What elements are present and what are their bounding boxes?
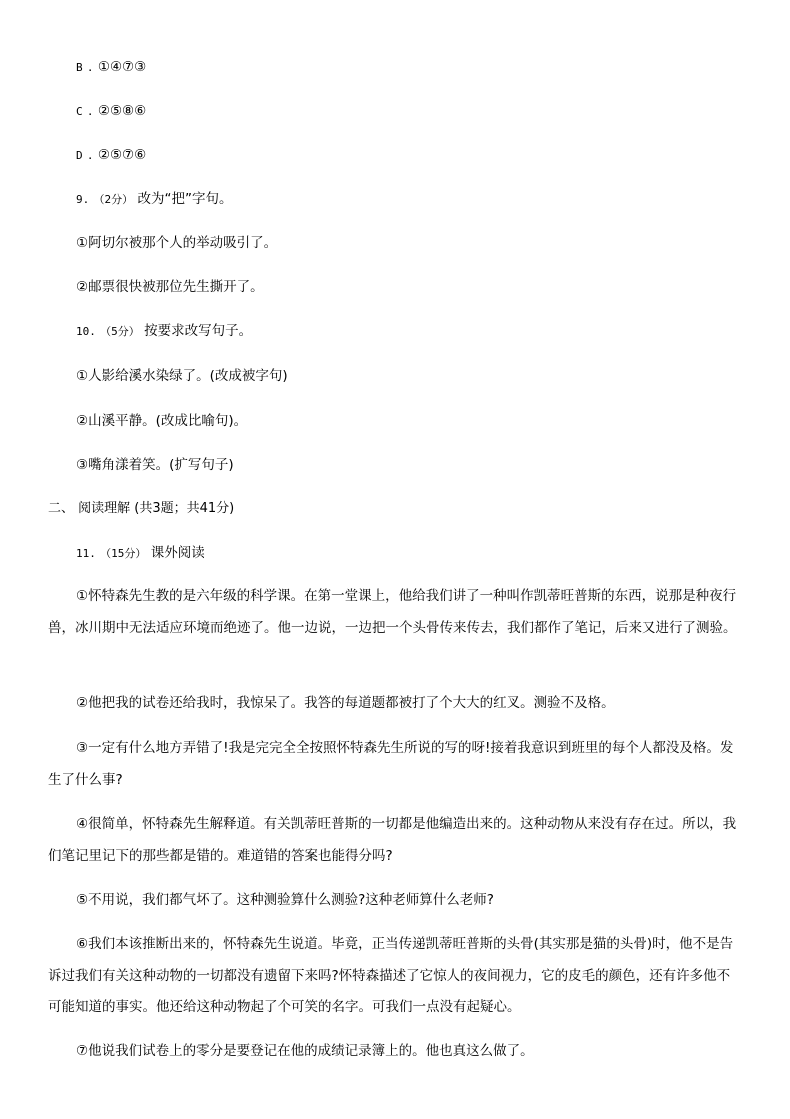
passage-paragraph-4: ④很简单，怀特森先生解释道。有关凯蒂旺普斯的一切都是他编造出来的。这种动物从来没有存在过。所以，我们笔记里记下的那些都是错的。难道错的答案也能得分吗? — [48, 816, 737, 864]
question-number: 10. — [76, 325, 96, 338]
question-10-header — [76, 320, 252, 343]
option-separator: . — [86, 61, 94, 74]
option-separator: . — [86, 149, 94, 162]
option-text: ②⑤⑦⑥ — [97, 147, 147, 163]
question-10-item-2: ②山溪平静。(改成比喻句)。 — [76, 413, 248, 429]
option-letter: D — [76, 149, 83, 162]
option-text: ①④⑦③ — [97, 59, 147, 75]
question-number: 9. — [76, 193, 90, 206]
question-prompt: 课外阅读 — [150, 545, 205, 561]
question-10-item-3: ③嘴角漾着笑。(扩写句子) — [76, 457, 234, 473]
question-prompt: 按要求改写句子。 — [144, 323, 253, 339]
passage-paragraph-5: ⑤不用说，我们都气坏了。这种测验算什么测验?这种老师算什么老师? — [76, 892, 494, 908]
passage-paragraph-2: ②他把我的试卷还给我时，我惊呆了。我答的每道题都被打了个大大的红叉。测验不及格。 — [76, 695, 615, 711]
option-b — [76, 56, 146, 79]
question-score: （2分） — [93, 193, 134, 206]
question-9-item-2: ②邮票很快被那位先生撕开了。 — [76, 279, 264, 295]
question-score: （5分） — [100, 325, 140, 338]
question-9-header — [76, 188, 232, 211]
option-c — [76, 100, 146, 123]
option-letter: C — [76, 105, 83, 118]
question-9-item-1: ①阿切尔被那个人的举动吸引了。 — [76, 235, 278, 251]
question-10-item-1: ①人影给溪水染绿了。(改成被字句) — [76, 368, 288, 384]
passage-paragraph-6: ⑥我们本该推断出来的，怀特森先生说道。毕竟，正当传递凯蒂旺普斯的头骨(其实那是猫的头骨)时，他不是告诉过我们有关这种动物的一切都没有遗留下来吗?怀特森描述了它惊人的夜间视力，它的皮毛的颜色，还有许多他不可能知道的事实。他还给这种动物起了个可笑的名字。可我们一点没有起疑心。 — [48, 936, 734, 1015]
option-d — [76, 144, 146, 167]
question-number: 11. — [76, 547, 96, 560]
question-score: （15分） — [100, 547, 147, 560]
section-2-title: 二、 阅读理解 (共3题；共41分) — [48, 501, 235, 516]
question-11-header — [76, 542, 205, 565]
passage-paragraph-3: ③一定有什么地方弄错了!我是完完全全按照怀特森先生所说的写的呀!接着我意识到班里的每个人都没及格。发生了什么事? — [48, 740, 734, 788]
passage-paragraph-7: ⑦他说我们试卷上的零分是要登记在他的成绩记录簿上的。他也真这么做了。 — [76, 1043, 534, 1059]
question-prompt: 改为“把”字句。 — [137, 191, 233, 207]
option-separator: . — [86, 105, 94, 118]
passage-paragraph-1: ①怀特森先生教的是六年级的科学课。在第一堂课上，他给我们讲了一种叫作凯蒂旺普斯的东西，说那是种夜行兽，冰川期中无法适应环境而绝迹了。他一边说，一边把一个头骨传来传去，我们都作了笔记，后来又进行了测验。 — [48, 588, 737, 636]
option-letter: B — [76, 61, 83, 74]
option-text: ②⑤⑧⑥ — [97, 103, 147, 119]
